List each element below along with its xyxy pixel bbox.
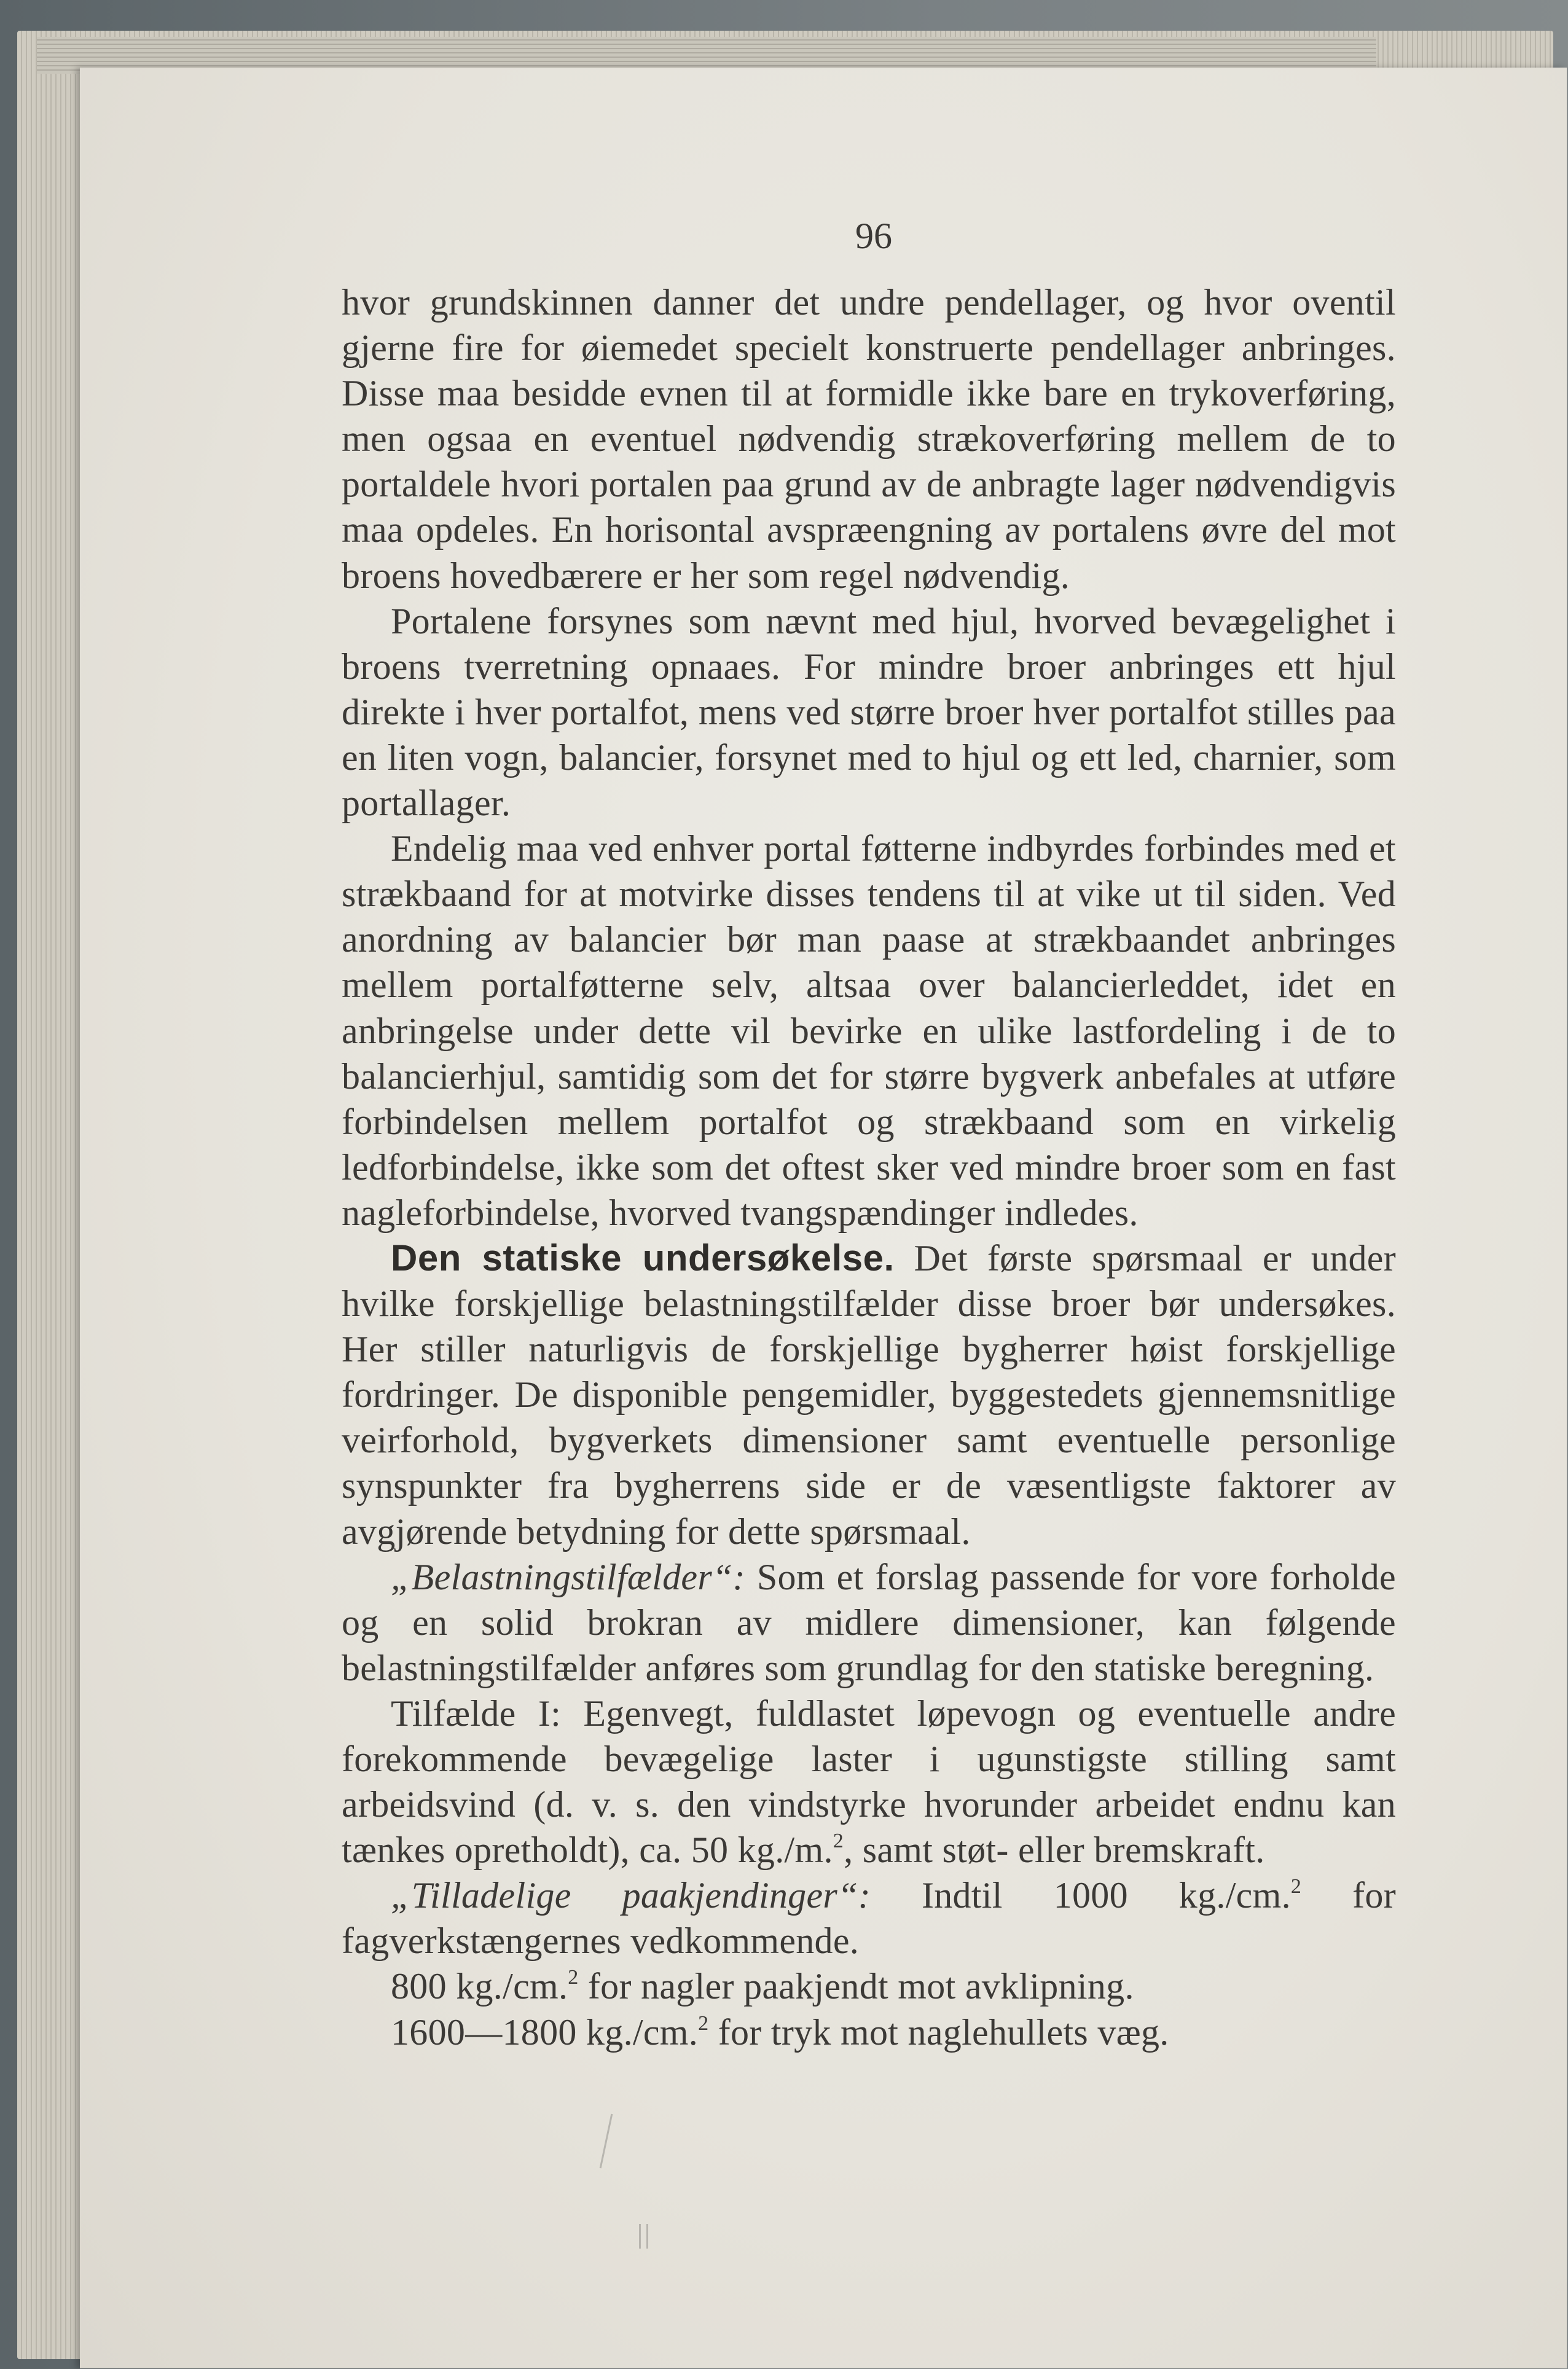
- paragraph-7-text: Indtil 1000 kg./cm.: [871, 1875, 1291, 1916]
- paragraph-2: Portalene forsynes som nævnt med hjul, hvorved bevægelighet i broens tverretning opnaaes. For mindre broer anbringes ett hjul direkte i hver portalfot, mens ved større broer hver portalfot stilles paa en liten vogn, balancier, forsynet med to hjul og ett led, charnier, som portallager.: [342, 600, 1396, 824]
- italic-term-belastning: „Belastningstilfælder“:: [391, 1556, 745, 1597]
- paragraph-9-text: 1600—1800 kg./cm.: [391, 2011, 699, 2053]
- page-number: 96: [855, 216, 892, 256]
- paragraph-5: [342, 1554, 1396, 1691]
- paragraph-5-text: Som et forslag passende for vore forholde og en solid brokran av midlere dimensioner, kan følgende belastningstilfælder anføres som grundlag for den statiske beregning.: [342, 1556, 1396, 1688]
- paragraph-1: hvor grundskinnen danner det undre pendellager, og hvor oventil gjerne fire for øiemedet specielt konstruerte pendellager anbringes. Disse maa besidde evnen til at formidle ikke bare en trykoverføring, men ogsaa en eventuel nødvendig strækoverføring mellem de to portaldele hvori portalen paa grund av de anbragte lager nødvendigvis maa opdeles. En horisontal avspræengning av portalens øvre del mot broens hovedbærere er her som regel nødvendig.: [342, 282, 1396, 596]
- superscript: 2: [1290, 1875, 1302, 1898]
- paragraph-8-text: 800 kg./cm.: [391, 1966, 568, 2007]
- section-heading: Den statiske undersøkelse.: [391, 1237, 895, 1278]
- paragraph-7: [342, 1873, 1396, 1964]
- paragraph-9-end: for tryk mot naglehullets væg.: [708, 2011, 1169, 2053]
- body-text: [342, 280, 1396, 2055]
- paragraph-4: [342, 1235, 1396, 1554]
- paragraph-6-end: , samt støt- eller bremskraft.: [844, 1830, 1265, 1871]
- paragraph-6: [342, 1691, 1396, 1873]
- superscript: 2: [568, 1966, 579, 1989]
- paragraph-8: [342, 1964, 1396, 2009]
- pencil-mark: [639, 2224, 641, 2249]
- paragraph-7-end: for fagverkstængernes vedkommende.: [342, 1875, 1396, 1962]
- superscript: 2: [698, 2011, 709, 2035]
- paragraph-3: Endelig maa ved enhver portal føtterne indbyrdes forbindes med et strækbaand for at motvirke disses tendens til at vike ut til siden. Ved anordning av balancier bør man paase at strækbaandet anbringes mellem portalføtterne selv, altsaa over balancierleddet, idet en anbringelse under dette vil bevirke en ulike lastfordeling i de to balancierhjul, samtidig som det for større bygverk anbefales at utføre forbindelsen mellem portalfot og strækbaand som en virkelig ledforbindelse, ikke som det oftest sker ved mindre broer som en fast nagleforbindelse, hvorved tvangspændinger indledes.: [342, 828, 1396, 1233]
- paragraph-8-end: for nagler paakjendt mot avklipning.: [578, 1966, 1134, 2007]
- pencil-mark: [646, 2224, 648, 2249]
- italic-term-paakjendinger: „Tilladelige paakjendinger“:: [391, 1875, 871, 1916]
- paragraph-6-text: Tilfælde I: Egenvegt, fuldlastet løpevogn og eventuelle andre forekommende bevægelige laster i ugunstigste stilling samt arbeidsvind (d. v. s. den vindstyrke hvorunder arbeidet endnu kan tænkes opretholdt), ca. 50 kg./m.: [342, 1693, 1396, 1871]
- paragraph-9: [342, 2010, 1396, 2055]
- superscript: 2: [833, 1830, 844, 1853]
- paragraph-4-text: Det første spørsmaal er under hvilke forskjellige belastningstilfælder disse broer bør undersøkes. Her stiller naturligvis de forskjellige bygherrer høist forskjellige fordringer. De disponible pengemidler, byggestedets gjennemsnitlige veirforhold, bygverkets dimensioner samt eventuelle personlige synspunkter fra bygherrens side er de væsentligste faktorer av avgjørende betydning for dette spørsmaal.: [342, 1237, 1397, 1552]
